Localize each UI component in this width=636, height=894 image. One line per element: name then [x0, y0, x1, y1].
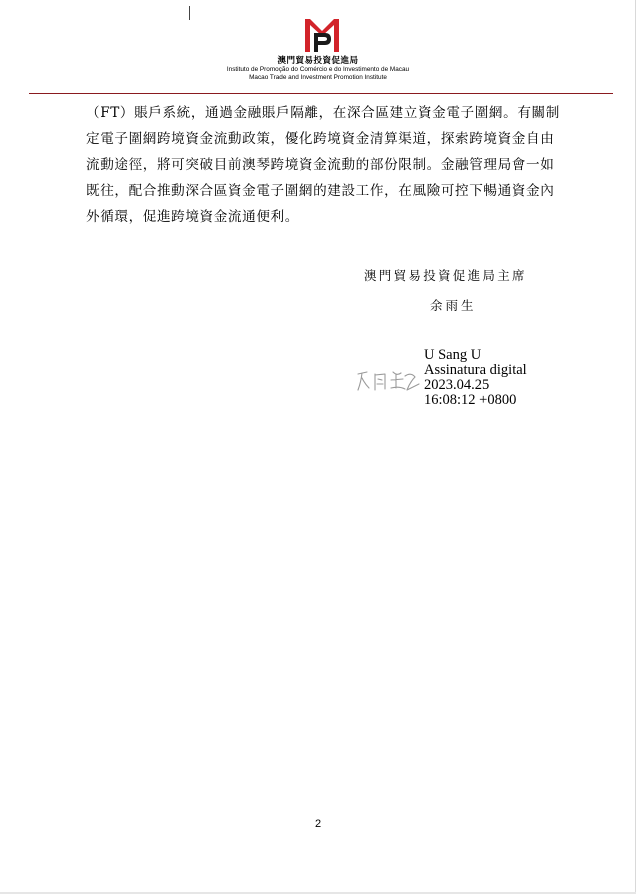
digital-signature-label: Assinatura digital [424, 362, 527, 378]
letter-body-paragraph [86, 100, 616, 230]
text-cursor [189, 6, 190, 20]
digital-signature-time: 16:08:12 +0800 [424, 392, 517, 408]
paragraph-line: 既往，配合推動深合區資金電子圍網的建設工作，在風險可控下暢通資金內 [86, 183, 555, 199]
signatory-title: 澳門貿易投資促進局主席 [364, 268, 527, 283]
paragraph-line: （FT）賬戶系統，通過金融賬戶隔離，在深合區建立資金電子圍網。有關制 [86, 105, 560, 121]
paragraph-line: 定電子圍網跨境資金流動政策，優化跨境資金清算渠道，探索跨境資金自由 [86, 131, 555, 147]
header-divider [29, 93, 613, 94]
org-name-english: Macao Trade and Investment Promotion Institute [249, 74, 387, 81]
paragraph-line: 流動途徑，將可突破目前澳琴跨境資金流動的部份限制。金融管理局會一如 [86, 157, 555, 173]
macao-ipim-logo-icon [305, 19, 339, 52]
handwritten-signature-image [355, 368, 423, 394]
org-name-chinese: 澳門貿易投資促進局 [277, 55, 359, 65]
page-number: 2 [314, 818, 322, 830]
org-name-portuguese: Instituto de Promoção do Comércio e do Investimento de Macau [226, 66, 410, 73]
digital-signature-stamp [424, 348, 527, 408]
digital-signer-name: U Sang U [424, 347, 482, 363]
digital-signature-date: 2023.04.25 [424, 377, 490, 393]
paragraph-line: 外循環，促進跨境資金流通便利。 [86, 209, 299, 225]
signatory-name: 余雨生 [430, 298, 477, 313]
